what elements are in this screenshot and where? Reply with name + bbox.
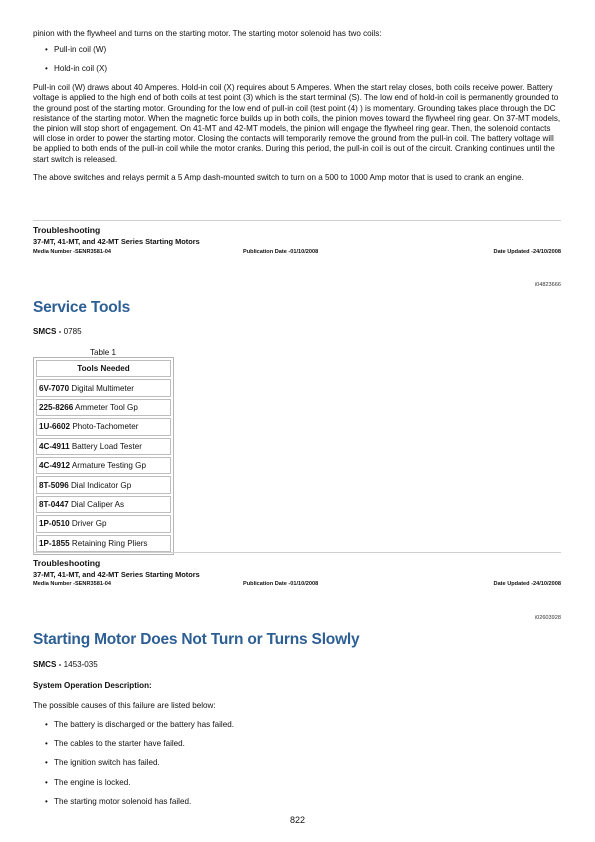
list-item: • The ignition switch has failed. xyxy=(45,758,160,768)
list-item: • The battery is discharged or the battery has failed. xyxy=(45,720,234,729)
table-row: 6V-7070 Digital Multimeter xyxy=(36,379,171,396)
bullet-icon: • xyxy=(45,64,48,74)
list-item: • The starting motor solenoid has failed. xyxy=(45,796,192,806)
table-row: 8T-0447 Dial Caliper As xyxy=(36,496,171,513)
section-title-service-tools: Service Tools xyxy=(33,299,131,316)
causes-lead: The possible causes of this failure are listed below: xyxy=(33,701,216,710)
date-updated: Date Updated -24/10/2008 xyxy=(493,581,561,587)
bullet-icon: • xyxy=(45,758,48,768)
bullet-icon: • xyxy=(45,720,48,729)
date-updated: Date Updated -24/10/2008 xyxy=(493,249,561,255)
tools-table xyxy=(33,357,174,555)
table-caption: Table 1 xyxy=(89,348,117,357)
table-row: 1U-6602 Photo-Tachometer xyxy=(36,418,171,435)
list-item: • Pull-in coil (W) xyxy=(45,45,107,55)
divider xyxy=(33,220,561,221)
doc-header-title: Troubleshooting xyxy=(33,225,101,235)
table-row: 4C-4912 Armature Testing Gp xyxy=(36,457,171,474)
table-row: 4C-4911 Battery Load Tester xyxy=(36,438,171,455)
table-row: 1P-0510 Driver Gp xyxy=(36,515,171,532)
doc-header-title: Troubleshooting xyxy=(33,558,101,568)
bullet-icon: • xyxy=(45,777,48,787)
subheading: System Operation Description: xyxy=(33,681,152,690)
doc-header-subtitle: 37-MT, 41-MT, and 42-MT Series Starting Motors xyxy=(33,570,200,579)
coil-list xyxy=(33,45,561,74)
section-title-starting-motor: Starting Motor Does Not Turn or Turns Slowly xyxy=(33,631,360,648)
table-row: 8T-5096 Dial Indicator Gp xyxy=(36,476,171,493)
bullet-icon: • xyxy=(45,739,48,749)
publication-date: Publication Date -01/10/2008 xyxy=(243,581,319,587)
smcs-code: SMCS - 0785 xyxy=(33,327,82,336)
table-row: 225-8266 Ammeter Tool Gp xyxy=(36,399,171,416)
list-item: • The cables to the starter have failed. xyxy=(45,739,185,749)
page-number: 822 xyxy=(289,815,306,825)
intro-section xyxy=(33,29,561,183)
intro-closing: The above switches and relays permit a 5 Amp dash-mounted switch to turn on a 500 to 1000 Amp motor that is used to crank an engine. xyxy=(33,172,524,182)
media-number: Media Number -SENR3581-04 xyxy=(33,581,112,587)
doc-header-meta xyxy=(33,249,561,257)
doc-id: i04823666 xyxy=(534,282,561,288)
publication-date: Publication Date -01/10/2008 xyxy=(243,249,319,255)
list-item: • Hold-in coil (X) xyxy=(45,64,108,74)
list-item: • The engine is locked. xyxy=(45,777,131,787)
intro-paragraph: Pull-in coil (W) draws about 40 Amperes. Hold-in coil (X) requires about 5 Amperes. When the start relay closes, both coils receive power. Battery voltage is applied to the high end of both coils at test point (3) which is the start terminal (S). The low end of hold-in coil is permanently grounded to the ground post of the starting motor. Grounding for the low end of pull-in coil (test point (4) ) is momentary. Grounding takes place through the DC resistance of the starting motor. When the magnetic force builds up in both coils, the pinion moves toward the flywheel ring gear. On 37-MT models, the pinion will stop short of engagement. On 41-MT and 42-MT models, the pinion will engage the flywheel ring gear. Then, the solenoid contacts will close in order to power the starting motor. Closing the contacts will temporarily remove the ground from the pull-in coil. The battery voltage will be applied to both ends of the pull-in coil while the motor cranks. During this period, the pull-in coil is out of the circuit. Cranking continues until the start switch is released. xyxy=(33,83,561,164)
table-header: Tools Needed xyxy=(36,360,171,377)
divider xyxy=(33,552,561,553)
media-number: Media Number -SENR3581-04 xyxy=(33,249,112,255)
causes-list xyxy=(33,720,561,816)
bullet-icon: • xyxy=(45,45,48,55)
doc-header-subtitle: 37-MT, 41-MT, and 42-MT Series Starting Motors xyxy=(33,237,200,246)
table-row: 1P-1855 Retaining Ring Pliers xyxy=(36,535,171,552)
doc-id: i02603928 xyxy=(534,615,561,621)
doc-header-meta xyxy=(33,581,561,589)
smcs-code: SMCS - 1453-035 xyxy=(33,660,98,669)
bullet-icon: • xyxy=(45,796,48,806)
intro-lead: pinion with the flywheel and turns on the starting motor. The starting motor solenoid has two coils: xyxy=(33,29,382,38)
